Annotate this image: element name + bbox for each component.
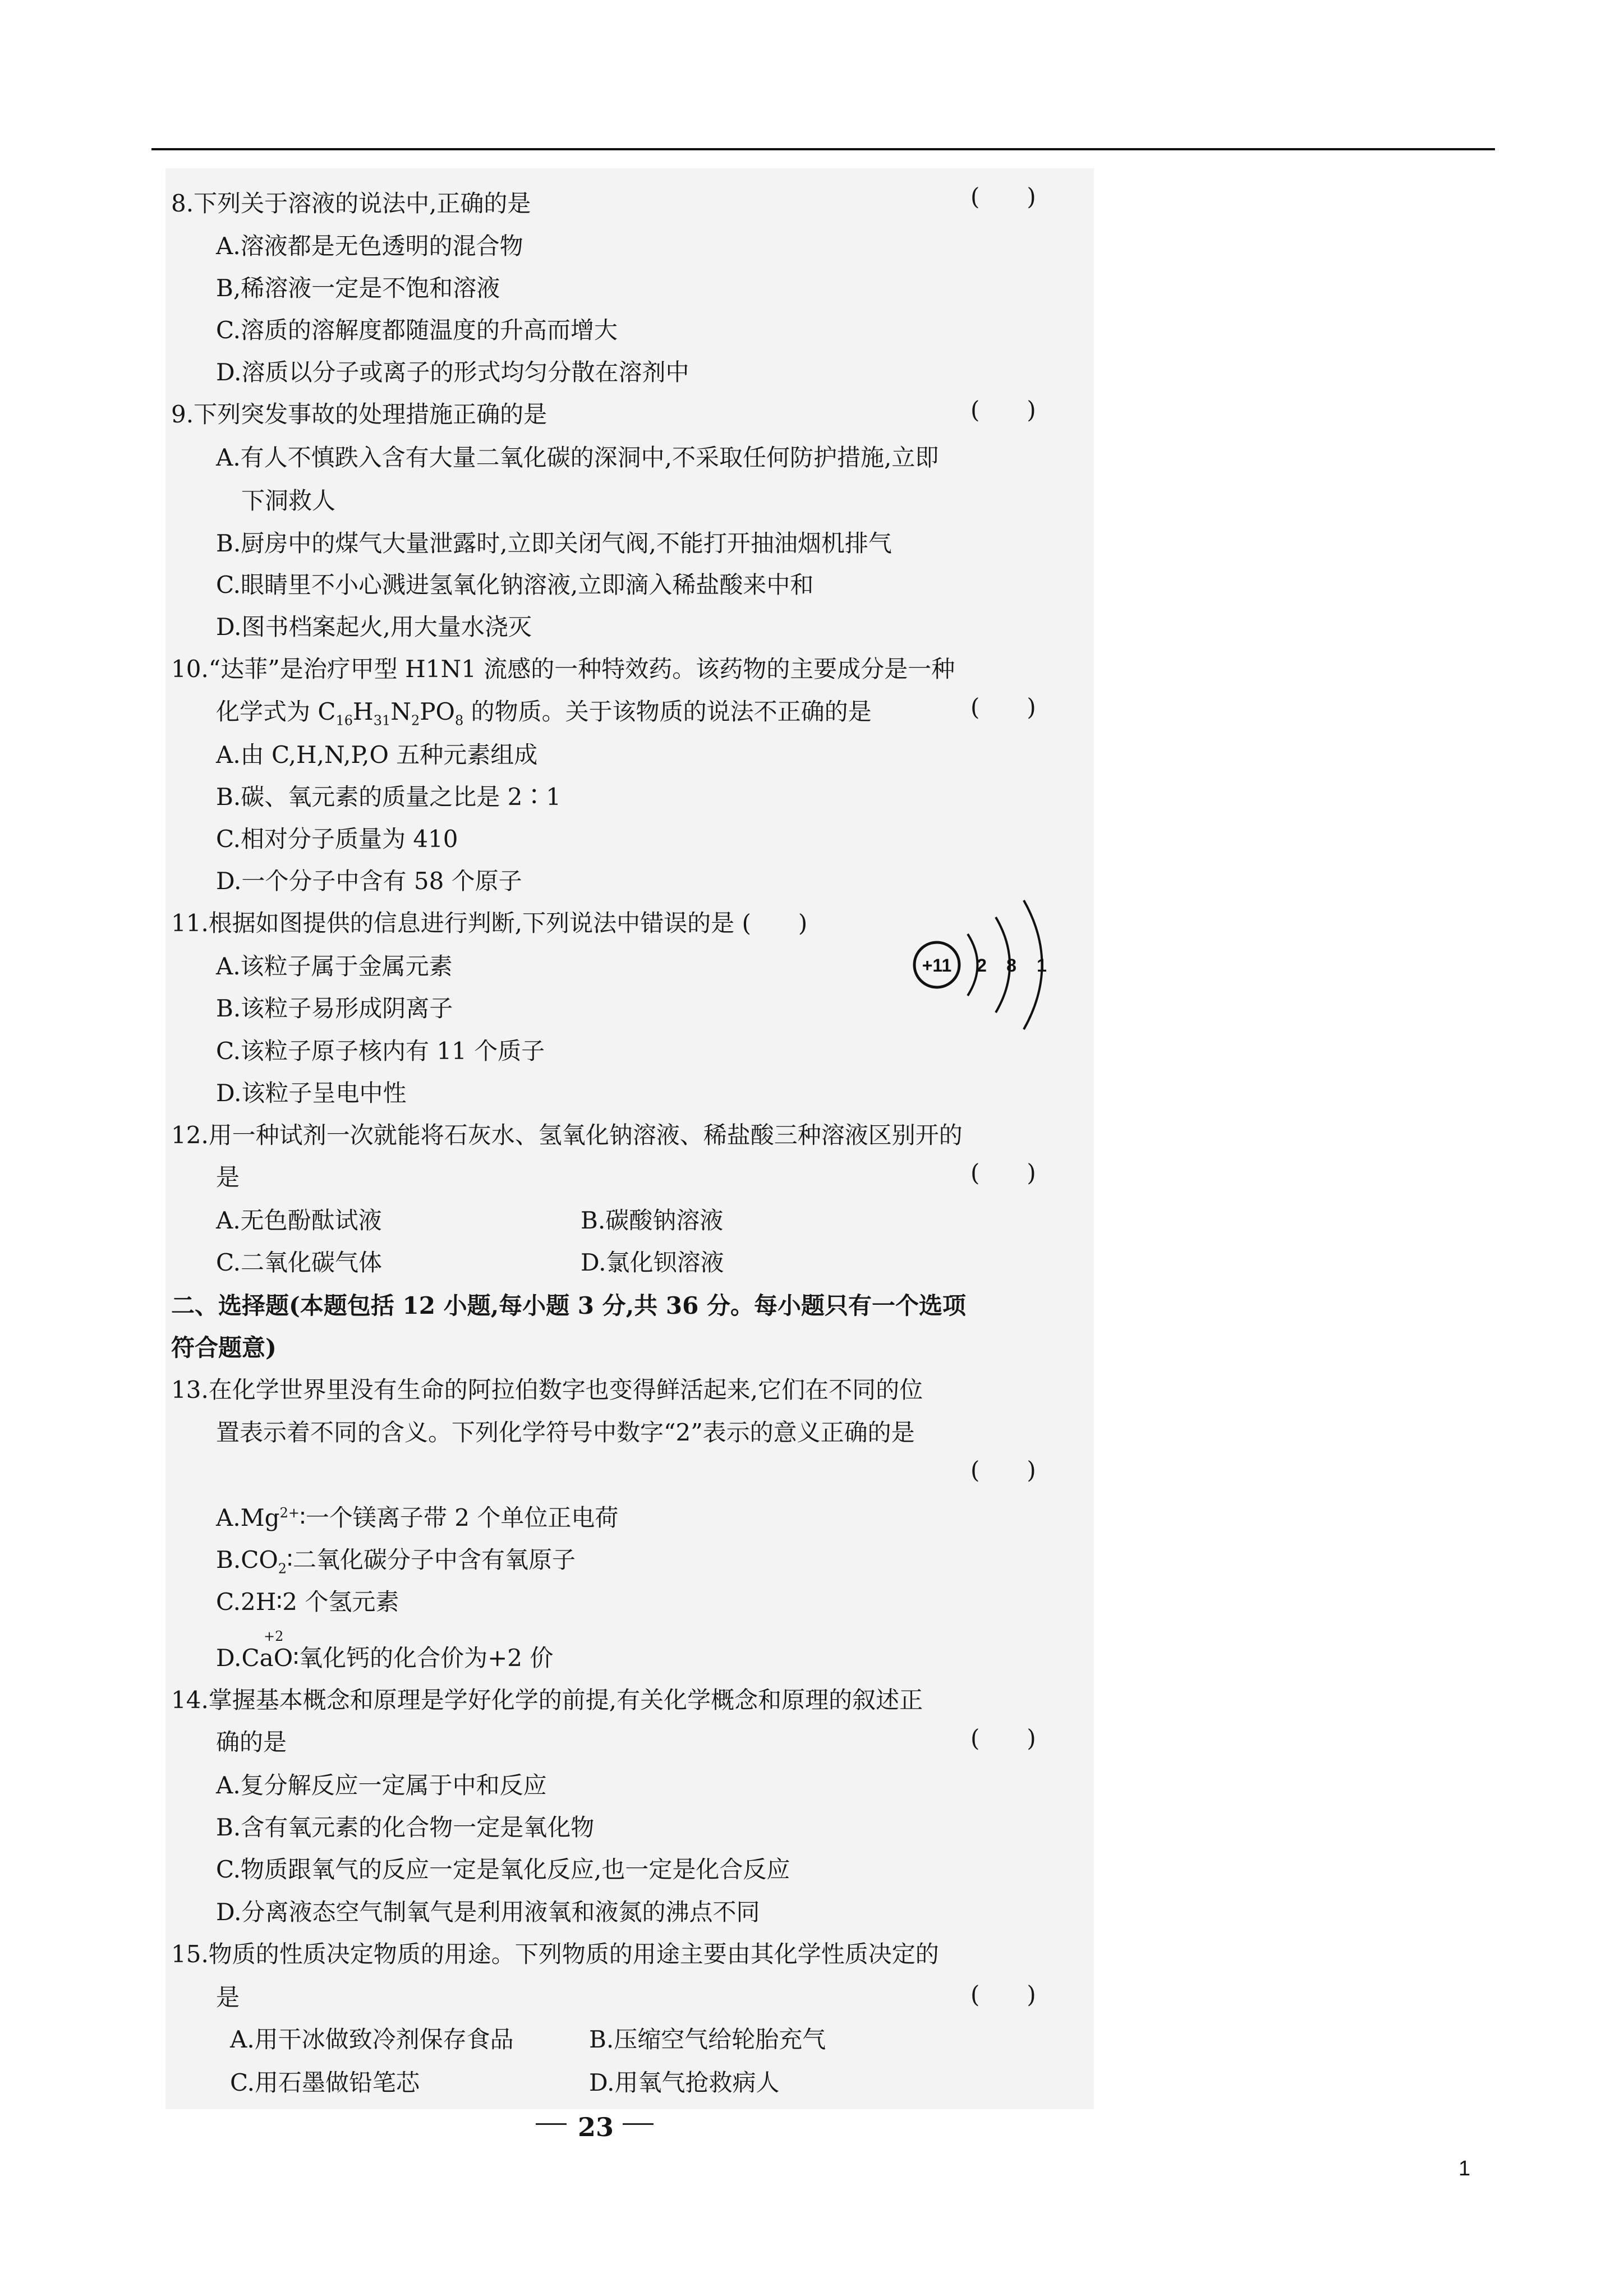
question-8-stem: 8.下列关于溶液的说法中,正确的是 [171,190,531,217]
option-a: A.复分解反应一定属于中和反应 [216,1772,547,1799]
answer-paren: ( ) [970,693,1036,721]
option-c: C.二氧化碳气体 [216,1249,382,1276]
atom-structure-diagram [906,892,1063,1038]
option-c: C.用石墨做铅笔芯 [230,2069,420,2096]
option-a: A.该粒子属于金属元素 [216,953,453,980]
shell-2-electrons: 8 [1006,955,1016,976]
question-10-stem-line2: 化学式为 $C_{16}H_{31}N_2PO_8$ 的物质。关于该物质的说法不正确的是 [216,698,872,729]
option-b: B.含有氧元素的化合物一定是氧化物 [216,1814,595,1841]
option-c: C.2H∶2 个氢元素 [216,1588,399,1616]
shell-3-electrons: 1 [1037,955,1047,976]
option-a: A.有人不慎跌入含有大量二氧化碳的深洞中,不采取任何防护措施,立即 [216,444,939,471]
printed-page-number: 23 [578,2112,614,2142]
answer-paren: ( ) [970,1981,1036,2008]
question-14-stem: 14.掌握基本概念和原理是学好化学的前提,有关化学概念和原理的叙述正 [171,1686,923,1714]
option-b: B,稀溶液一定是不饱和溶液 [216,274,500,302]
question-10-stem: 10.“达菲”是治疗甲型 H1N1 流感的一种特效药。该药物的主要成分是一种 [171,655,955,683]
nucleus-charge: +11 [922,955,952,976]
valence-mark: +2 [264,1628,284,1644]
option-c: C.该粒子原子核内有 11 个质子 [216,1037,545,1065]
question-14-stem-line2: 确的是 [216,1728,287,1756]
question-9-stem: 9.下列突发事故的处理措施正确的是 [171,401,548,428]
question-13-stem: 13.在化学世界里没有生命的阿拉伯数字也变得鲜活起来,它们在不同的位 [171,1376,923,1404]
answer-paren: ( ) [970,1159,1036,1186]
option-b: B.压缩空气给轮胎充气 [589,2026,826,2053]
option-c: C.眼睛里不小心溅进氢氧化钠溶液,立即滴入稀盐酸来中和 [216,571,814,599]
page-number-dash-left [536,2123,567,2125]
answer-paren: ( ) [970,1724,1036,1752]
option-c: C.相对分子质量为 410 [216,825,458,853]
section-heading-line2: 符合题意) [171,1334,277,1361]
option-d: D.一个分子中含有 58 个原子 [216,867,522,895]
question-12-stem-line2: 是 [216,1163,240,1191]
option-a: $A.Mg^{2+}∶$一个镁离子带 2 个单位正电荷 [216,1504,619,1531]
option-d: D.氯化钡溶液 [581,1249,724,1276]
option-d: D.该粒子呈电中性 [216,1079,407,1107]
option-b: B.碳酸钠溶液 [581,1207,724,1234]
section-heading: 二、选择题(本题包括 12 小题,每小题 3 分,共 36 分。每小题只有一个选项 [171,1292,966,1319]
option-b: B.厨房中的煤气大量泄露时,立即关闭气阀,不能打开抽油烟机排气 [216,530,892,557]
option-d: D.用氧气抢救病人 [589,2069,780,2096]
option-a-continuation: 下洞救人 [241,487,336,514]
answer-paren: ( ) [970,396,1036,424]
question-11-stem: 11.根据如图提供的信息进行判断,下列说法中错误的是 ( ) [171,909,808,937]
option-d: D.图书档案起火,用大量水浇灭 [216,613,532,641]
option-a: A.无色酚酞试液 [216,1207,382,1234]
answer-paren: ( ) [970,183,1036,210]
shell-1-electrons: 2 [977,955,987,976]
question-13-stem-line2: 置表示着不同的含义。下列化学符号中数字“2”表示的意义正确的是 [216,1419,915,1446]
option-b: B.碳、氧元素的质量之比是 2∶1 [216,783,562,811]
option-a: A.由 C,H,N,P,O 五种元素组成 [216,741,538,769]
question-15-stem: 15.物质的性质决定物质的用途。下列物质的用途主要由其化学性质决定的 [171,1940,939,1968]
footer-page-number: 1 [1459,2157,1471,2180]
page-number-dash-right [623,2123,654,2125]
option-d: D.溶质以分子或离子的形式均匀分散在溶剂中 [216,358,689,386]
question-12-stem: 12.用一种试剂一次就能将石灰水、氢氧化钠溶液、稀盐酸三种溶液区别开的 [171,1121,963,1149]
option-d: D.CaO∶氧化钙的化合价为+2 价 [216,1644,554,1672]
answer-paren: ( ) [970,1456,1036,1484]
option-c: C.物质跟氧气的反应一定是氧化反应,也一定是化合反应 [216,1856,790,1883]
question-15-stem-line2: 是 [216,1984,240,2011]
option-c: C.溶质的溶解度都随温度的升高而增大 [216,316,618,344]
option-a: A.用干冰做致冷剂保存食品 [230,2026,514,2053]
option-b: B.该粒子易形成阴离子 [216,995,453,1022]
top-rule [151,148,1495,150]
option-a: A.溶液都是无色透明的混合物 [216,232,523,260]
option-b: $B.CO_2∶$二氧化碳分子中含有氧原子 [216,1546,576,1577]
option-d: D.分离液态空气制氧气是利用液氧和液氮的沸点不同 [216,1898,760,1926]
